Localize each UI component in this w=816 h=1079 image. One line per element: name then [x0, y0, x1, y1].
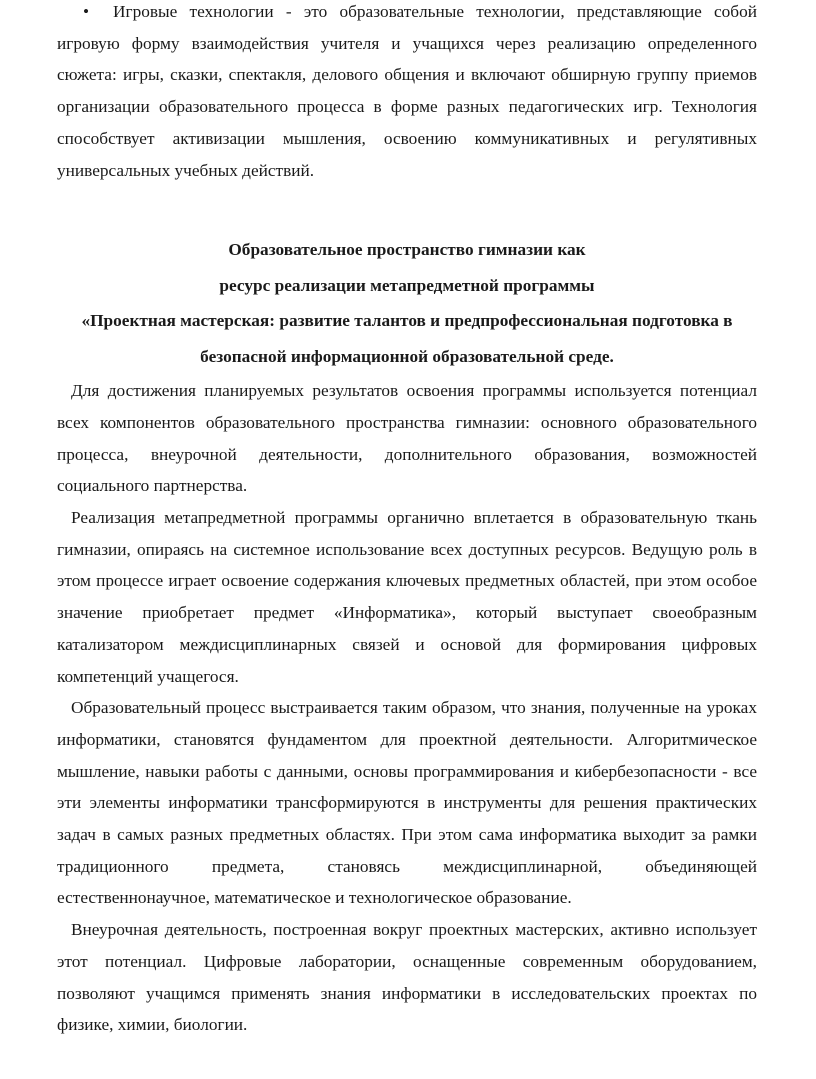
intro-bullet-paragraph: [57, 0, 757, 186]
heading-line-3: «Проектная мастерская: развитие талантов и предпрофессиональная подготовка в: [81, 311, 733, 331]
heading-line-1: Образовательное пространство гимназии как: [228, 240, 586, 260]
paragraph-resources: Для достижения планируемых результатов освоения программы используется потенциал всех компонентов образовательного пространства гимназии: основного образовательного процесса, внеурочной деятельности, дополнительного образования, возможностей социального партнерства.: [57, 381, 757, 496]
section-spacer: [57, 186, 757, 232]
paragraph-process: Образовательный процесс выстраивается таким образом, что знания, полученные на уроках информатики, становятся фундаментом для проектной деятельности. Алгоритмическое мышление, навыки работы с данными, основы программирования и кибербезопасности - все эти элементы информатики трансформируются в инструменты для решения практических задач в самых разных предметных областях. При этом сама информатика выходит за рамки традиционного предмета, становясь междисциплинарной, объединяющей естественнонаучное, математическое и технологическое образование.: [57, 698, 757, 908]
heading-line-2: ресурс реализации метапредметной программы: [219, 275, 595, 295]
heading-line-4: безопасной информационной образовательной среде.: [200, 346, 614, 366]
paragraph-extracurricular: Внеурочная деятельность, построенная вокруг проектных мастерских, активно использует этот потенциал. Цифровые лаборатории, оснащенные современным оборудованием, позволяют учащимся применять знания информатики в исследовательских проектах по физике, химии, биологии.: [57, 920, 757, 1035]
section-heading: [57, 232, 757, 374]
document-page: [57, 0, 757, 1041]
bullet-icon: •: [83, 2, 90, 21]
paragraph-integration: Реализация метапредметной программы органично вплетается в образовательную ткань гимназии, опираясь на системное использование всех доступных ресурсов. Ведущую роль в этом процессе играет освоение содержания ключевых предметных областей, при этом особое значение приобретает предмет «Информатика», который выступает своеобразным катализатором междисциплинарных связей и основой для формирования цифровых компетенций учащегося.: [57, 508, 757, 686]
intro-text: Игровые технологии - это образовательные технологии, представляющие собой игровую форму взаимодействия учителя и учащихся через реализацию определенного сюжета: игры, сказки, спектакля, делового общения и включают обширную группу приемов организации образовательного процесса в форме разных педагогических игр. Технология способствует активизации мышления, освоению коммуникативных и регулятивных универсальных учебных действий.: [57, 2, 757, 180]
